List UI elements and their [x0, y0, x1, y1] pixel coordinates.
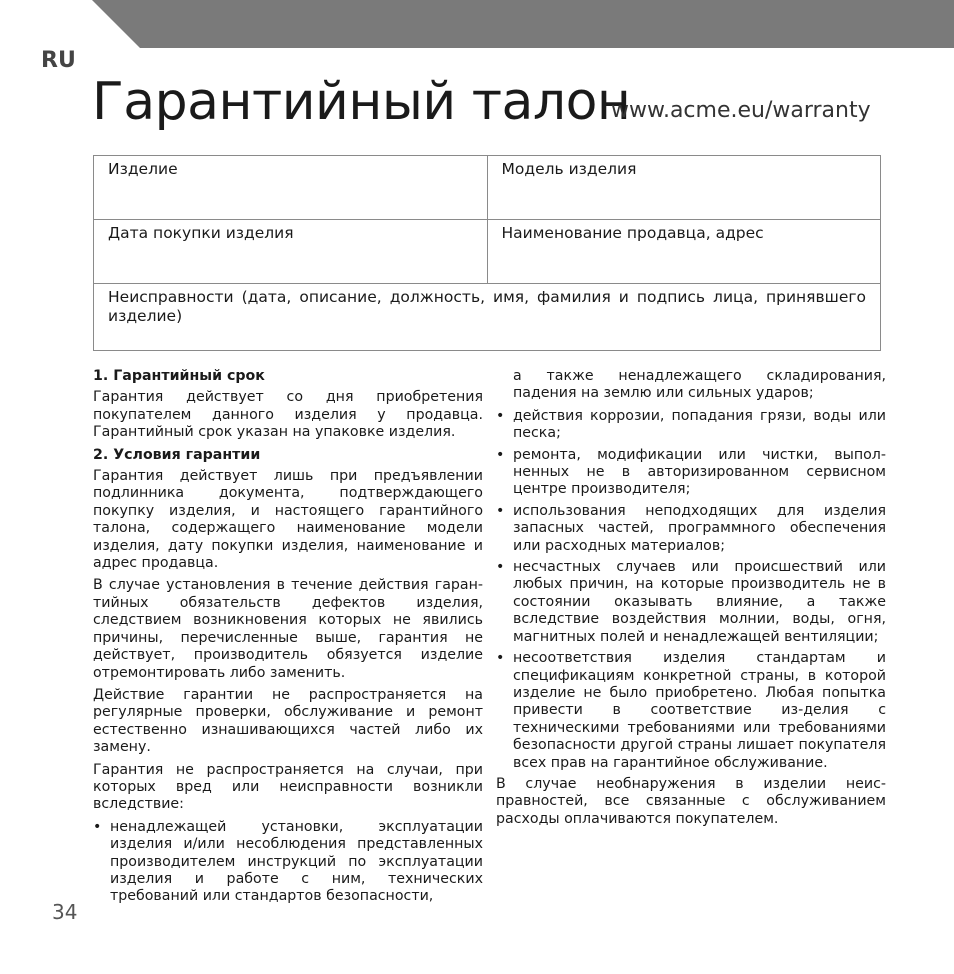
bullet-icon: •: [496, 502, 505, 519]
paragraph: Гарантия действует со дня приобретения покупателем данного изделия у продавца. Гарантийный срок указан на упаковке изделия.: [93, 389, 483, 441]
purchase-date-field[interactable]: Дата покупки изделия: [94, 220, 488, 284]
list-item: [496, 408, 886, 443]
list-item-text: несоответствия изделия стандартам и спецификациям конкретной страны, в которой изделие не было приобретено. Любая попытка привести в соответствие из-делия с техническими требованиями или требованиями безопасности другой страны лишает покупателя всех прав на гарантийное обслуживание.: [513, 650, 886, 771]
bullet-icon: •: [93, 818, 102, 835]
paragraph: Гарантия действует лишь при предъявлении подлинника документа, подтверждающего покупку изделия, и настоящего гарантийного талона, содержащего наименование модели изделия, дату покупки изделия, наименование и адрес продавца.: [93, 468, 483, 572]
page-title: Гарантийный талон: [92, 72, 631, 132]
section-heading-warranty-period: 1. Гарантийный срок: [93, 368, 265, 384]
list-item: [496, 650, 886, 772]
list-item: [496, 447, 886, 499]
bullet-icon: •: [496, 407, 505, 424]
list-item: [496, 559, 886, 646]
section-heading-warranty-conditions: 2. Условия гарантии: [93, 446, 261, 463]
bullet-icon: •: [496, 559, 505, 576]
right-column: [496, 368, 886, 833]
warranty-url: www.acme.eu/warranty: [611, 98, 871, 123]
bullet-icon: •: [496, 650, 505, 667]
exclusions-list: [496, 408, 886, 772]
language-code: RU: [41, 48, 76, 73]
list-item-text: использования неподходящих для изделия запасных частей, программного обеспечения или расходных материалов;: [513, 502, 886, 554]
paragraph: В случае необнаружения в изделии неис-правностей, все связанные с обслуживанием расходы оплачиваются покупателем.: [496, 775, 886, 827]
paragraph: Действие гарантии не распространяется на регулярные проверки, обслуживание и ремонт естественно изнашивающихся частей либо их замену.: [93, 686, 483, 756]
list-item-continuation: а также ненадлежащего складирования, падения на землю или сильных ударов;: [513, 368, 886, 402]
warranty-form-table: [93, 155, 881, 351]
list-item-text: действия коррозии, попадания грязи, воды или песка;: [513, 407, 886, 442]
defects-field[interactable]: Неисправности (дата, описание, должность, имя, фамилия и подпись лица, принявшего изделие): [94, 284, 881, 351]
model-field[interactable]: Модель изделия: [487, 156, 881, 220]
list-item-text: ненадлежащей установки, эксплуатации изделия и/или несоблюдения представленных производителем инструкций по эксплуатации изделия и работе с ним, технических требований или стандартов безопасности,: [110, 818, 483, 905]
exclusions-list: [93, 819, 483, 906]
header-banner: [0, 0, 954, 48]
list-item-text: несчастных случаев или происшествий или любых причин, на которые производитель не в состоянии оказывать влияние, а также вследствие воздействия молнии, воды, огня, магнитных полей и ненадлежащей вентиляции;: [513, 559, 886, 645]
list-item-text: ремонта, модификации или чистки, выпол-ненных не в авторизированном сервисном центре производителя;: [513, 446, 886, 498]
seller-field[interactable]: Наименование продавца, адрес: [487, 220, 881, 284]
page-number: 34: [52, 900, 78, 924]
left-column: [93, 368, 483, 910]
paragraph: В случае установления в течение действия гаран-тийных обязательств дефектов изделия, следствием возникновения которых не явились причины, перечисленные выше, гарантия не действует, производитель обязуется изделие отремонтировать либо заменить.: [93, 577, 483, 681]
product-field[interactable]: Изделие: [94, 156, 488, 220]
list-item: [496, 503, 886, 555]
bullet-icon: •: [496, 446, 505, 463]
list-item: [93, 819, 483, 906]
paragraph: Гарантия не распространяется на случаи, при которых вред или неисправности возникли вследствие:: [93, 761, 483, 813]
